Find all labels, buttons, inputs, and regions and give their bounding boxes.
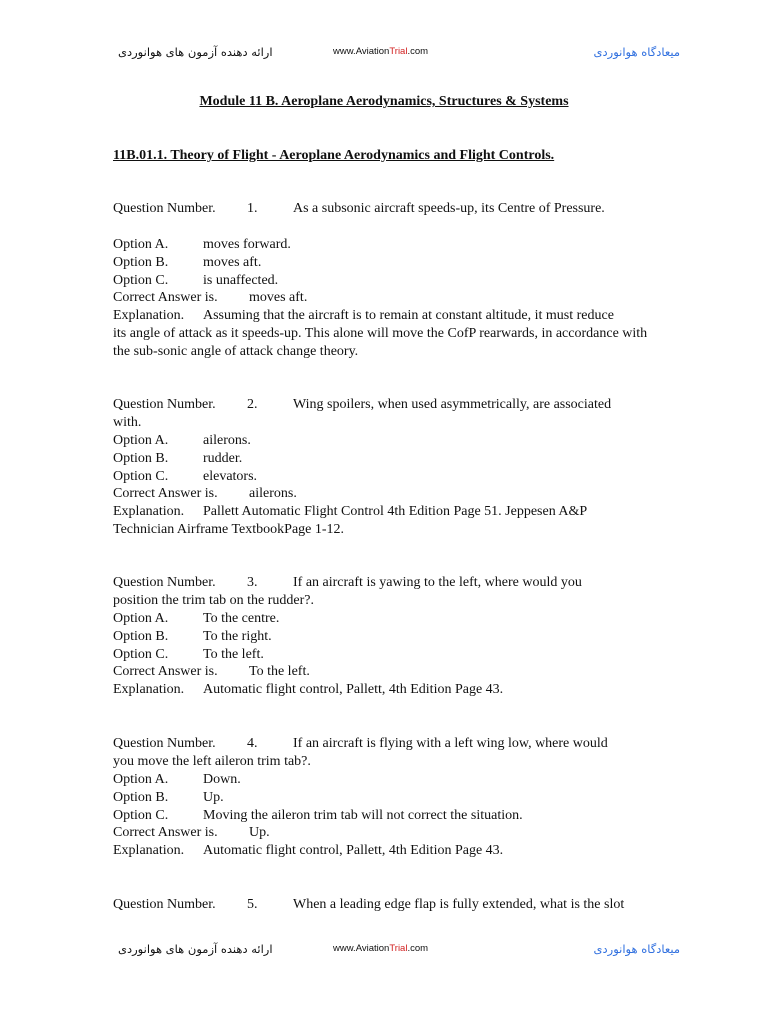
option-b-text: rudder.: [203, 450, 243, 466]
question-text-rest: with.: [113, 414, 142, 430]
option-c-label: Option C.: [113, 272, 169, 288]
option-c-label: Option C.: [113, 468, 169, 484]
question-number: 4.: [247, 736, 258, 751]
correct-answer-label: Correct Answer is.: [113, 664, 218, 680]
question-text: As a subsonic aircraft speeds-up, its Centre of Pressure.: [293, 201, 605, 216]
correct-answer-text: moves aft.: [249, 290, 308, 306]
option-b-text: To the right.: [203, 628, 272, 644]
correct-answer-label: Correct Answer is.: [113, 825, 218, 841]
option-c-text: is unaffected.: [203, 272, 279, 288]
url-prefix: www.Aviation: [333, 46, 390, 57]
question-number: 5.: [247, 897, 258, 912]
option-c-label: Option C.: [113, 646, 169, 662]
question-text-line1: Wing spoilers, when used asymmetrically, are associated: [293, 397, 612, 412]
correct-answer-text: ailerons.: [249, 486, 297, 502]
url-suffix: .com: [407, 46, 429, 57]
question-text-line1: If an aircraft is yawing to the left, where would you: [293, 575, 582, 590]
question-block: [113, 896, 658, 914]
section-heading: 11B.01.1. Theory of Flight - Aeroplane Aerodynamics and Flight Controls.: [113, 148, 555, 163]
url-accent: Trial: [389, 46, 408, 57]
correct-answer-text: To the left.: [249, 664, 310, 680]
correct-answer-label: Correct Answer is.: [113, 290, 218, 306]
footer-left-text: ارائه دهنده آزمون های هوانوردی: [118, 942, 273, 956]
option-a-label: Option A.: [113, 771, 169, 787]
question-label: Question Number.: [113, 897, 216, 912]
document-title: Module 11 B. Aeroplane Aerodynamics, Structures & Systems: [199, 94, 569, 109]
page-footer: [0, 942, 768, 962]
question-block: [113, 735, 658, 860]
option-a-label: Option A.: [113, 236, 169, 252]
question-label: Question Number.: [113, 736, 216, 751]
header-website-link[interactable]: [333, 46, 428, 57]
question-text-line1: When a leading edge flap is fully extended, what is the slot: [293, 897, 625, 912]
question-block: [113, 574, 658, 699]
option-b-text: Up.: [203, 789, 224, 805]
option-c-label: Option C.: [113, 807, 169, 823]
option-a-text: ailerons.: [203, 432, 251, 448]
question-label: Question Number.: [113, 397, 216, 412]
explanation-label: Explanation.: [113, 843, 185, 859]
question-text-rest: position the trim tab on the rudder?.: [113, 592, 315, 608]
option-a-text: To the centre.: [203, 610, 280, 626]
page-header: [0, 45, 768, 65]
header-left-text: ارائه دهنده آزمون های هوانوردی: [118, 45, 273, 59]
option-c-text: Moving the aileron trim tab will not correct the situation.: [203, 807, 523, 823]
option-a-text: moves forward.: [203, 236, 291, 252]
footer-website-link[interactable]: [333, 943, 428, 954]
explanation-label: Explanation.: [113, 504, 185, 520]
option-a-text: Down.: [203, 771, 241, 787]
question-text-rest: you move the left aileron trim tab?.: [113, 753, 311, 769]
question-number: 2.: [247, 397, 258, 412]
option-a-label: Option A.: [113, 432, 169, 448]
explanation-text-rest: its angle of attack as it speeds-up. This alone will move the CofP rearwards, in accordance with the sub-sonic angle of attack change theory.: [113, 326, 648, 360]
header-right-text: میعادگاه هوانوردی: [593, 45, 680, 59]
question-block: [113, 396, 658, 539]
explanation-label: Explanation.: [113, 308, 185, 324]
question-label: Question Number.: [113, 575, 216, 590]
url-accent: Trial: [389, 943, 408, 954]
explanation-label: Explanation.: [113, 682, 185, 698]
question-number: 1.: [247, 201, 258, 216]
question-block: [113, 200, 658, 361]
explanation-text: Automatic flight control, Pallett, 4th Edition Page 43.: [203, 682, 504, 698]
explanation-text-rest: Technician Airframe TextbookPage 1-12.: [113, 522, 345, 538]
correct-answer-text: Up.: [249, 825, 270, 841]
explanation-text-line1: Assuming that the aircraft is to remain at constant altitude, it must reduce: [203, 308, 614, 324]
option-b-label: Option B.: [113, 254, 169, 270]
correct-answer-label: Correct Answer is.: [113, 486, 218, 502]
option-b-label: Option B.: [113, 450, 169, 466]
question-label: Question Number.: [113, 201, 216, 216]
url-suffix: .com: [407, 943, 429, 954]
footer-right-text: میعادگاه هوانوردی: [593, 942, 680, 956]
option-c-text: elevators.: [203, 468, 258, 484]
option-b-label: Option B.: [113, 628, 169, 644]
explanation-text-line1: Pallett Automatic Flight Control 4th Edition Page 51. Jeppesen A&P: [203, 504, 588, 520]
question-text-line1: If an aircraft is flying with a left wing low, where would: [293, 736, 608, 751]
option-b-label: Option B.: [113, 789, 169, 805]
url-prefix: www.Aviation: [333, 943, 390, 954]
option-c-text: To the left.: [203, 646, 264, 662]
question-number: 3.: [247, 575, 258, 590]
explanation-text: Automatic flight control, Pallett, 4th Edition Page 43.: [203, 843, 504, 859]
option-a-label: Option A.: [113, 610, 169, 626]
option-b-text: moves aft.: [203, 254, 262, 270]
